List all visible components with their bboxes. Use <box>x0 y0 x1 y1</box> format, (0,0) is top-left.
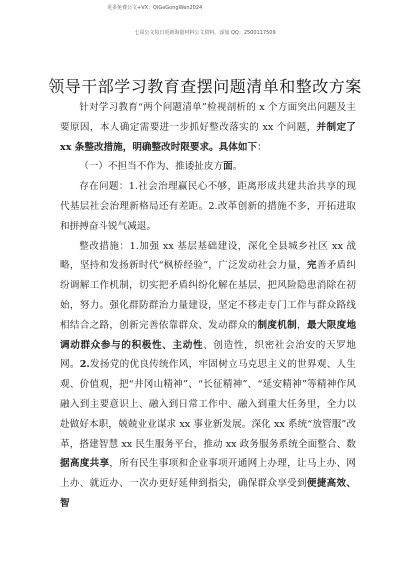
section-heading <box>60 157 356 177</box>
measures-text-6: ，所有民生事项和企业事项开通网上办理，让马上办、网上办、就近办、一次办更好延伸到指尖，确保群众享受到 <box>60 458 357 490</box>
measures-text-3: ， <box>297 319 307 331</box>
measures-bold-1: 完 <box>306 260 317 272</box>
measures-text-4: 、创造性，织密社会治安的天罗地网。 <box>60 339 356 371</box>
measures-bold-3: 最大限度地调动群众参与的积极性、主动性 <box>60 319 357 351</box>
section-heading-suffix: 。 <box>232 161 243 173</box>
page-title: 领导干部学习教育查摆问题清单和整改方案 <box>48 77 362 96</box>
measures-paragraph <box>60 237 356 514</box>
section-heading-bold: 面 <box>223 161 233 173</box>
measures-bold-6: 便捷高效、智 <box>60 478 357 509</box>
promo-line: 七哥公文每日更新海量材料公文资料，添加 QQ：2500117509 <box>134 30 276 36</box>
problems-paragraph: 存在问题：1.社会治理赢民心不够，距离形成共建共治共享的现代基层社会治理新格局还有差距。2.改革创新的措施不多，开拓进取和拼搏奋斗锐气减退。 <box>60 181 356 232</box>
section-heading-prefix: （一）不担当不作为、推诿扯皮方 <box>79 161 224 173</box>
intro-text-1: 针对学习教育“两个问题清单”检视剖析的 x 个方面突出问题及主要原因，本人确定需要进一步抓好整改落实的 xx 个问题， <box>60 102 356 133</box>
intro-paragraph <box>60 98 356 157</box>
measures-bold-4: 2. <box>79 359 90 371</box>
measures-text-5: 发扬党的优良传统作风，牢固树立马克思主义的世界观、人生观、价值观，把“井冈山精神”、“长征精神”、“延安精神”等精神作风融入到主要意识上、融入到日常工作中、融入到重大任务里，全力以赴做好本职，兢兢业业谋求 xx 事业新发展。深化 xx 系统“放管服”改革，搭建智慧 xx 民生服务平台，推动 xx 政务服务系统全面整合、数 <box>60 359 357 450</box>
measures-text-1: 整改措施：1.加强 xx 基层基础建设，深化全县城乡社区 xx 战略，坚持和发扬新时代“枫桥经验”，广泛发动社会力量， <box>60 240 356 272</box>
measures-bold-5: 据高度共享 <box>60 458 110 470</box>
header-notice: 更多免费公文+VX：QiGeGongWen2024 <box>107 5 203 11</box>
document-body <box>60 98 356 514</box>
measures-bold-2: 制度机制 <box>257 319 298 331</box>
intro-bold-1: 并制定了 xx 条整改措施，明确整改时限要求。具体如下 <box>60 121 357 153</box>
intro-text-2: ： <box>257 141 267 153</box>
measures-text-2: 善矛盾纠纷调解工作机制，切实把矛盾纠纷化解在基层，把风险隐患消除在初始，努力。强化群防群治力量建设，坚定不移走专门工作与群众路线相结合之路，创新完善依靠群众、发动群众的 <box>60 260 356 331</box>
